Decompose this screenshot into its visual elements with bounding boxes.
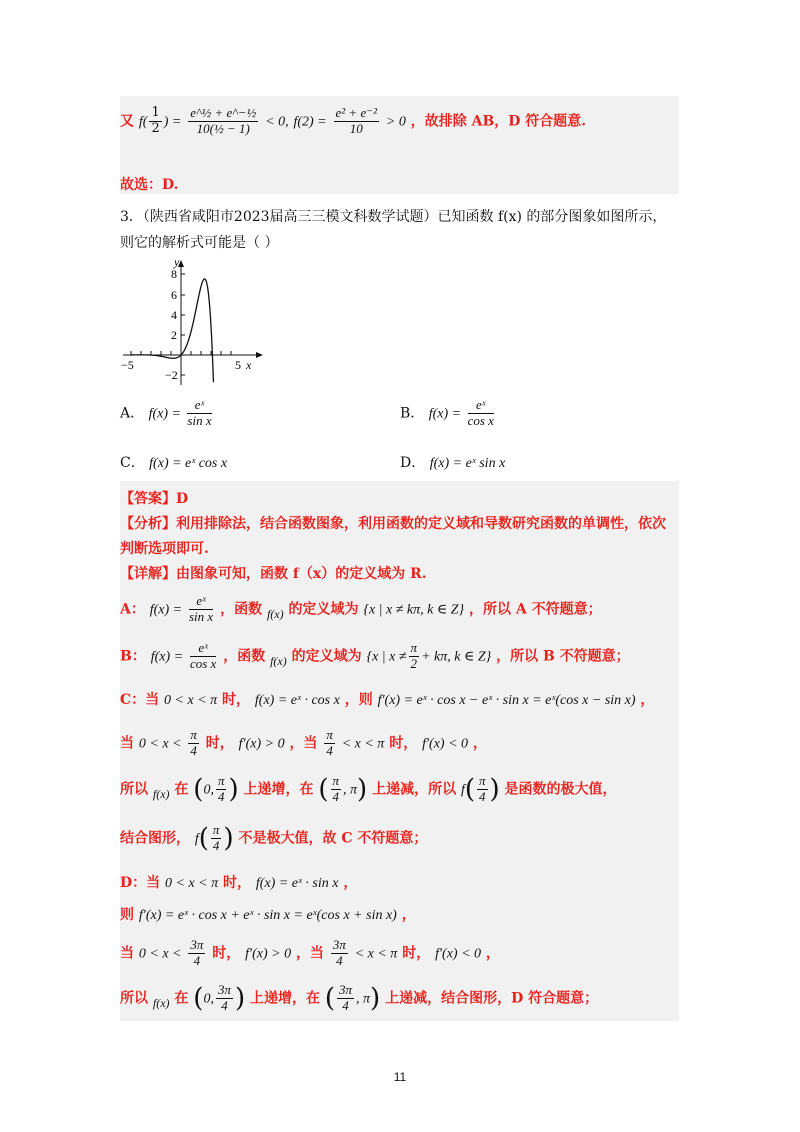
sol-d-fx: f(x) = eˣ · sin x	[255, 876, 339, 891]
right-paren-3: )	[489, 774, 500, 805]
sol-d4-suoyi: 所以	[120, 990, 148, 1007]
sol-b-num: eˣ	[190, 641, 216, 657]
sol-d2-comma: ，	[401, 907, 416, 923]
y-tick-label-6: 6	[171, 288, 177, 302]
option-a-label: A．	[120, 405, 145, 422]
option-d[interactable]	[400, 452, 505, 472]
pi-num-6: π	[212, 822, 220, 837]
option-a-lhs: f(x) =	[148, 406, 181, 422]
sol-b-pi: π	[410, 640, 418, 655]
sol-c3-fx: f(x)	[152, 787, 170, 802]
y-tick-label-neg2: −2	[165, 368, 178, 382]
four-den-5: 4	[479, 788, 486, 804]
sol-c-derivative: f′(x) = eˣ · cos x − eˣ · sin x = eˣ(cos x − sin x)	[377, 693, 636, 708]
page-number: 11	[393, 1070, 407, 1084]
three-pi-num-3: 3π	[217, 982, 231, 997]
pi-num-4: π	[332, 773, 340, 788]
left-paren-6: (	[324, 983, 336, 1014]
option-c-label: C．	[120, 455, 145, 471]
sol-a-set: {x | x ≠ kπ, k ∈ Z}	[363, 602, 465, 618]
right-paren-6: )	[370, 983, 381, 1014]
sol-b-lhs: f(x) =	[150, 649, 184, 665]
sol-b-den: cos x	[189, 655, 217, 671]
sol-c3-suoyi: 所以	[120, 781, 148, 798]
sol-b-fx: f(x)	[270, 654, 287, 669]
sol-d3-shi2: 时，	[402, 945, 431, 962]
sol-d-head: D：当	[120, 875, 161, 891]
half-fraction	[149, 106, 161, 137]
sol-b-tail: ，所以 B 不符题意；	[496, 648, 630, 665]
sol-a-lhs: f(x) =	[149, 602, 183, 618]
fraction-1	[188, 106, 258, 137]
y-tick-label-2: 2	[171, 328, 177, 342]
sol-c-shi: 时，	[222, 692, 251, 708]
sol-b-mid: ，函数	[223, 648, 266, 665]
left-paren: (	[193, 774, 204, 805]
left-paren-2: (	[318, 774, 329, 805]
sol-d4-fx: f(x)	[152, 996, 170, 1011]
sol-a-fx: f(x)	[266, 607, 284, 622]
sol-d3-shi: 时，	[212, 945, 241, 962]
left-paren-5: (	[193, 983, 204, 1014]
solution-c-line-1	[120, 689, 654, 709]
sol-d3-dang2: ，当	[295, 945, 324, 962]
sol-d-comma: ，	[343, 875, 358, 891]
sol-d3-lt: 0 < x <	[138, 946, 182, 962]
sol-c2-lt2: < x < π	[341, 736, 385, 752]
right-paren-2: )	[357, 774, 368, 805]
sol-c-then: ，则	[344, 692, 373, 708]
fraction-1-den: 10(½ − 1)	[196, 120, 250, 136]
question-line-2: 则它的解析式可能是（ ）	[120, 235, 279, 251]
x-tick-label-neg5: −5	[121, 358, 134, 372]
sol-d4-pi-tail: , π	[356, 991, 371, 1007]
x-axis-arrow	[256, 352, 263, 358]
sol-a-fraction	[189, 594, 213, 625]
sol-c3-zero: 0,	[203, 782, 214, 798]
sol-c3-zai: 在	[174, 781, 189, 798]
fraction-1-num: e^½ + e^−½	[190, 105, 257, 120]
option-b-den: cos x	[467, 412, 494, 428]
sol-c3-dec: 上递减，所以	[372, 781, 457, 798]
left-paren-4: (	[198, 823, 209, 854]
three-pi-num-4: 3π	[339, 982, 353, 997]
sol-c2-shi: 时，	[205, 735, 234, 752]
four-den-2: 4	[326, 742, 333, 758]
sol-c2-lt: 0 < x <	[138, 736, 182, 752]
sol-c2-dang: 当	[120, 735, 134, 752]
y-tick-label-4: 4	[171, 308, 177, 322]
four-den-4: 4	[332, 788, 340, 804]
x-tick-label-5: 5	[235, 358, 241, 372]
solution-d-line-2	[120, 904, 416, 924]
sol-d3-neg: f′(x) < 0	[435, 946, 482, 962]
option-b-label: B．	[400, 405, 425, 422]
sol-d3-3pi-quarter	[188, 938, 205, 969]
right-paren-4: )	[223, 823, 234, 854]
option-d-label: D．	[400, 455, 426, 471]
sol-c2-neg: f′(x) < 0	[422, 736, 469, 752]
sol-c4-tail: 不是极大值，故 C 不符题意；	[238, 830, 428, 847]
sol-c2-shi2: 时，	[389, 735, 418, 752]
pi-num: π	[190, 727, 197, 742]
four-den-8: 4	[336, 952, 343, 968]
sol-d2-derivative: f′(x) = eˣ · cos x + eˣ · sin x = eˣ(cos x + sin x)	[138, 908, 397, 923]
sol-d3-pos: f′(x) > 0	[245, 946, 292, 962]
sol-b-head: B：	[120, 648, 146, 665]
sol-c3-inc: 上递增，在	[243, 781, 314, 798]
solution-c-line-4	[120, 823, 427, 854]
option-a-fraction	[187, 398, 211, 429]
sol-a-den: sin x	[189, 608, 214, 624]
sol-d4-inc: 上递增，在	[249, 990, 320, 1007]
function-graph	[118, 255, 268, 390]
sol-a-domain-text: 的定义域为	[288, 601, 359, 618]
solution-d-line-3	[120, 938, 500, 969]
question-line-1: 3．（陕西省咸阳市2023届高三三模文科数学试题）已知函数 f(x) 的部分图象如图所示，	[120, 209, 667, 225]
gt-zero: > 0	[385, 114, 406, 130]
pi-num-3: π	[217, 773, 225, 788]
sol-d4-tail: 上递减，结合图形，D 符合题意；	[385, 990, 599, 1007]
option-c-expr: f(x) = eˣ cos x	[149, 456, 228, 471]
y-axis-label: y	[174, 255, 180, 269]
four-den-3: 4	[217, 788, 225, 804]
sol-c2-pos: f′(x) > 0	[238, 736, 285, 752]
option-b-lhs: f(x) =	[428, 406, 462, 422]
y-tick-label-8: 8	[171, 267, 177, 281]
analysis-line-1: 【分析】利用排除法，结合函数图象，利用函数的定义域和导数研究函数的单调性，依次	[120, 516, 666, 532]
four-den-6: 4	[212, 837, 220, 853]
sol-b-fraction	[190, 641, 216, 672]
option-b-fraction	[468, 398, 494, 429]
x-axis-label: x	[246, 358, 252, 372]
sol-b-domain-text: 的定义域为	[291, 648, 362, 665]
sol-c-range: 0 < x < π	[164, 693, 218, 708]
sol-d-range: 0 < x < π	[165, 876, 219, 891]
option-a-num: eˣ	[187, 398, 211, 414]
sol-c2-pi-quarter	[188, 728, 199, 759]
you-prefix: 又	[120, 113, 134, 130]
four-den: 4	[190, 742, 197, 758]
sol-c3-pi-quarter-3	[477, 774, 488, 805]
solution-c-line-2	[120, 728, 487, 759]
sol-b-two: 2	[410, 655, 418, 671]
sol-a-mid: ，函数	[220, 601, 263, 618]
three-pi-num-2: 3π	[332, 937, 346, 952]
half-den: 2	[151, 120, 160, 136]
f-half-lhs: f(	[138, 114, 148, 130]
option-a[interactable]	[120, 398, 214, 429]
sol-a-num: eˣ	[189, 594, 213, 610]
sol-d4-3pi-quarter-2	[337, 983, 354, 1014]
option-d-expr: f(x) = eˣ sin x	[429, 456, 506, 471]
four-den-10: 4	[342, 997, 349, 1013]
sol-c-comma: ，	[640, 692, 655, 708]
three-pi-num: 3π	[190, 937, 204, 952]
answer-label: 【答案】D	[120, 491, 189, 507]
sol-c-head: C：当	[120, 692, 160, 708]
solution-d-line-1	[120, 872, 357, 892]
f2-lhs: f(2) =	[293, 114, 327, 130]
sol-c2-pi-quarter-2	[324, 728, 335, 759]
option-b[interactable]	[400, 398, 496, 429]
option-b-num: eˣ	[468, 398, 494, 414]
solution-d-line-4	[120, 983, 598, 1014]
fraction-2	[334, 106, 379, 137]
detail-line: 【详解】由图象可知，函数 f（x）的定义域为 R.	[120, 566, 427, 582]
left-paren-3: (	[464, 774, 475, 805]
solution-b	[120, 641, 630, 672]
right-paren-5: )	[234, 983, 246, 1014]
half-num: 1	[151, 105, 160, 120]
sol-a-tail: ，所以 A 不符题意；	[468, 601, 602, 618]
fraction-2-num: e² + e⁻²	[335, 105, 377, 120]
sol-c2-dang2: ，当	[289, 735, 318, 752]
solution-a	[120, 594, 602, 625]
sol-c4-pi-quarter	[211, 823, 222, 854]
sol-d2-then: 则	[120, 907, 134, 923]
answer-choice: 故选：D.	[120, 177, 179, 193]
lt-zero: < 0,	[265, 114, 289, 130]
sol-c3-f: f	[460, 782, 465, 798]
exclusion-line	[120, 106, 586, 137]
sol-c-fx: f(x) = eˣ · cos x	[254, 693, 340, 708]
sol-c4-head: 结合图形，	[120, 830, 190, 847]
sol-c2-end: ，	[472, 735, 487, 752]
solution-c-line-3	[120, 774, 617, 805]
sol-d3-dang: 当	[120, 945, 134, 962]
sol-d4-3pi-quarter	[216, 983, 233, 1014]
exclusion-tail: ，故排除 AB，D 符合题意.	[410, 113, 587, 130]
pi-num-5: π	[479, 773, 486, 788]
sol-d3-3pi-quarter-2	[331, 938, 348, 969]
four-den-9: 4	[221, 997, 228, 1013]
pi-num-2: π	[326, 727, 333, 742]
f-half-rhs: ) =	[163, 114, 182, 130]
sol-b-set-right: + kπ, k ∈ Z}	[421, 649, 492, 665]
sol-c4-f: f	[194, 831, 199, 847]
sol-d-shi: 时，	[223, 875, 252, 891]
right-paren: )	[228, 774, 239, 805]
fraction-2-den: 10	[349, 120, 363, 136]
option-c[interactable]	[120, 452, 227, 472]
analysis-line-2: 判断选项即可.	[120, 541, 209, 557]
sol-c3-pi-quarter	[216, 774, 227, 805]
option-a-den: sin x	[187, 412, 212, 428]
sol-d3-end: ，	[485, 945, 500, 962]
sol-a-head: A：	[120, 601, 145, 618]
sol-d3-lt2: < x < π	[354, 946, 398, 962]
sol-d4-zero: 0,	[203, 991, 214, 1007]
sol-d4-zai: 在	[174, 990, 189, 1007]
sol-c3-pi-quarter-2	[331, 774, 342, 805]
sol-b-set-left: {x | x ≠	[366, 649, 407, 665]
four-den-7: 4	[193, 952, 201, 968]
sol-c3-max: 是函数的极大值，	[504, 781, 617, 798]
sol-b-pi-half	[409, 641, 420, 672]
sol-c3-pi-tail: , π	[343, 782, 358, 798]
